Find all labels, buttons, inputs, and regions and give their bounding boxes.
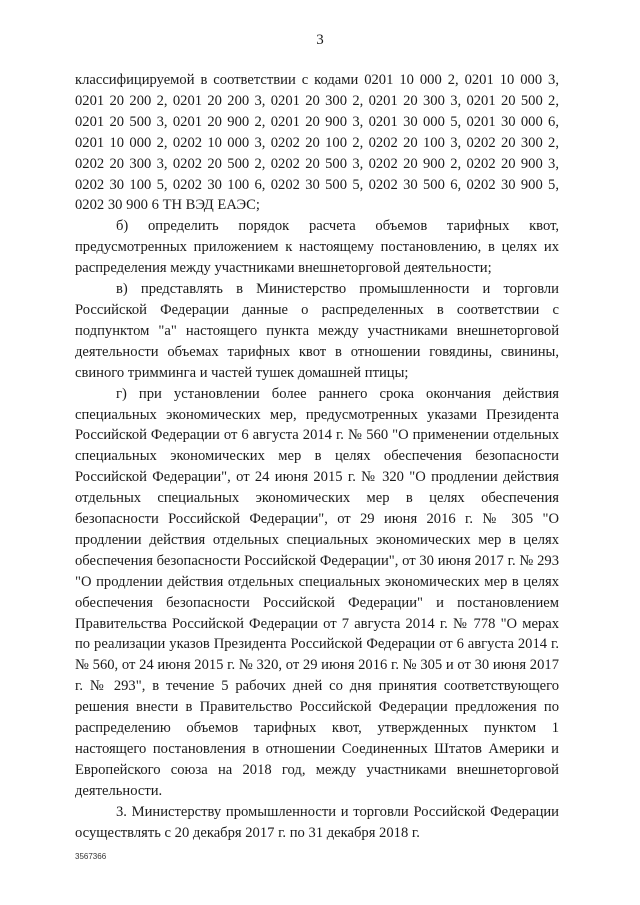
paragraph-item-g: г) при установлении более раннего срока окончания действия специальных экономических мер, предусмотренных указами Президента Российской Федерации от 6 августа 2014 г. № 560 "О применении отдельных специальных экономических мер в целях обеспечения безопасности Российской Федерации", от 24 июня 2015 г. № 320 "О продлении действия отдельных специальных экономических мер в целях обеспечения безопасности Российской Федерации", от 29 июня 2016 г. № 305 "О продлении действия отдельных специальных экономических мер в целях обеспечения безопасности Российской Федерации", от 30 июня 2017 г. № 293 "О продлении действия отдельных специальных экономических мер в целях обеспечения безопасности Российской Федерации" и постановлением Правительства Российской Федерации от 7 августа 2014 г. № 778 "О мерах по реализации указов Президента Российской Федерации от 6 августа 2014 г. № 560, от 24 июня 2015 г. № 320, от 29 июня 2016 г. № 305 и от 30 июня 2017 г. № 293", в течение 5 рабочих дней со дня принятия соответствующего решения внести в Правительство Российской Федерации предложения по распределению объемов тарифных квот, утвержденных пунктом 1 настоящего постановления в отношении Соединенных Штатов Америки и Европейского союза на 2018 год, между участниками внешнеторговой деятельности.: [75, 385, 559, 799]
document-id: 3567366: [75, 852, 107, 861]
paragraph-item-b: б) определить порядок расчета объемов тарифных квот, предусмотренных приложением к настоящему постановлению, в целях их распределения между участниками внешнеторговой деятельности;: [75, 218, 559, 277]
paragraph-point-3: 3. Министерству промышленности и торговли Российской Федерации осуществлять с 20 декабря 2017 г. по 31 декабря 2018 г.: [75, 803, 559, 841]
page-number: 3: [316, 32, 324, 48]
document-body: [75, 70, 559, 844]
paragraph-item-v: в) представлять в Министерство промышленности и торговли Российской Федерации данные о распределенных в соответствии с подпунктом "а" настоящего пункта между участниками внешнеторговой деятельности объемах тарифных квот в отношении говядины, свинины, свиного тримминга и частей тушек домашней птицы;: [75, 281, 559, 381]
paragraph-codes-continuation: классифицируемой в соответствии с кодами 0201 10 000 2, 0201 10 000 3, 0201 20 200 2, 0201 20 200 3, 0201 20 300 2, 0201 20 300 3, 0201 20 500 2, 0201 20 500 3, 0201 20 900 2, 0201 20 900 3, 0201 30 000 5, 0201 30 000 6, 0201 10 000 2, 0202 10 000 3, 0202 20 100 2, 0202 20 100 3, 0202 20 300 2, 0202 20 300 3, 0202 20 500 2, 0202 20 500 3, 0202 20 900 2, 0202 20 900 3, 0202 30 100 5, 0202 30 100 6, 0202 30 500 5, 0202 30 500 6, 0202 30 900 5, 0202 30 900 6 ТН ВЭД ЕАЭС;: [75, 72, 559, 214]
